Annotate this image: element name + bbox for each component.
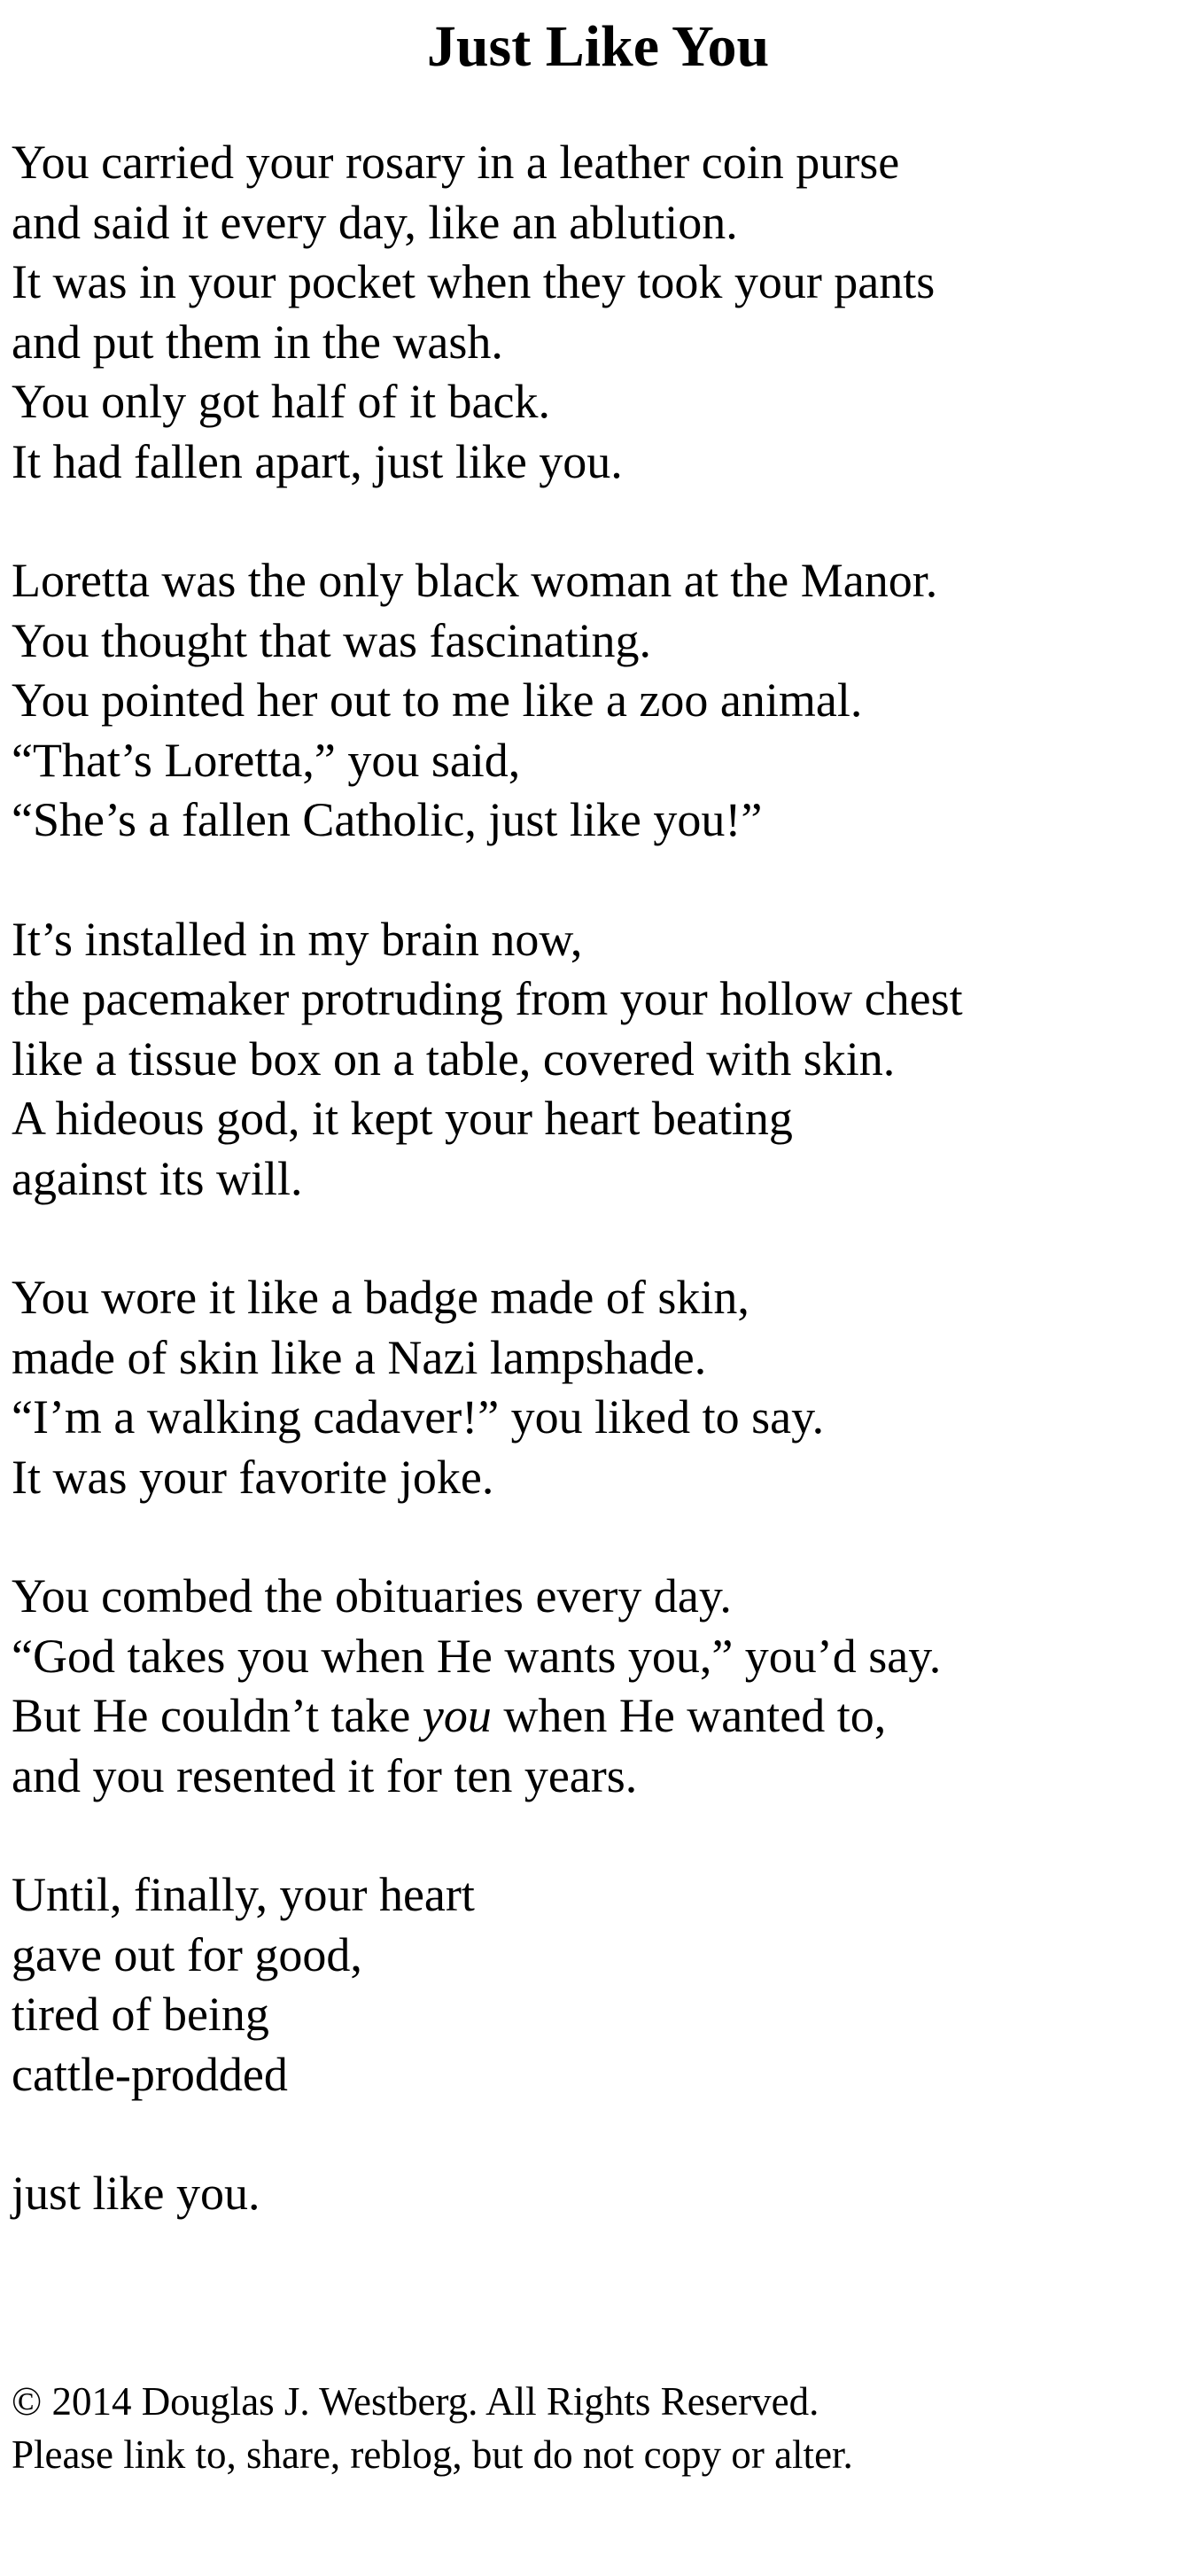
copyright-notice — [12, 2375, 1181, 2481]
poem-line: cattle-prodded — [12, 2047, 288, 2101]
poem-line: You only got half of it back. — [12, 375, 550, 428]
poem-line: “She’s a fallen Catholic, just like you!” — [12, 793, 763, 846]
copyright-line: © 2014 Douglas J. Westberg. All Rights Reserved. — [12, 2379, 819, 2424]
poem-line: tired of being — [12, 1988, 269, 2041]
poem-line: A hideous god, it kept your heart beating — [12, 1092, 793, 1145]
stanza-1 — [12, 133, 1181, 492]
stanza-3 — [12, 910, 1181, 1210]
poem-line: the pacemaker protruding from your hollow chest — [12, 972, 963, 1025]
poem-line: You wore it like a badge made of skin, — [12, 1271, 749, 1324]
poem-line: You carried your rosary in a leather coin purse — [12, 136, 900, 189]
line-text-after: when He wanted to, — [491, 1689, 887, 1742]
emphasized-word: you — [422, 1689, 492, 1742]
poem-line: Loretta was the only black woman at the Manor. — [12, 554, 938, 607]
stanza-2 — [12, 551, 1181, 851]
poem-line: like a tissue box on a table, covered with skin. — [12, 1031, 896, 1086]
poem-line: against its will. — [12, 1151, 303, 1205]
poem-line: “God takes you when He wants you,” you’d say. — [12, 1629, 942, 1683]
poem-line: just like you. — [12, 2167, 260, 2220]
poem-line: You thought that was fascinating. — [12, 613, 651, 667]
poem-line: It was your favorite joke. — [12, 1450, 494, 1504]
stanza-5 — [12, 1567, 1181, 1806]
poem-line: and said it every day, like an ablution. — [12, 195, 738, 249]
poem-line: “I’m a walking cadaver!” you liked to say. — [12, 1390, 825, 1444]
poem-line: Until, finally, your heart — [12, 1868, 475, 1921]
stanza-6 — [12, 1865, 1181, 2105]
line-text-before: But He couldn’t take — [12, 1689, 423, 1742]
poem-line: “That’s Loretta,” you said, — [12, 733, 521, 787]
stanza-4 — [12, 1268, 1181, 1507]
poem-line: It’s installed in my brain now, — [12, 912, 583, 966]
poem-body — [12, 133, 1181, 2284]
poem-line: It had fallen apart, just like you. — [12, 434, 623, 488]
poem-line: gave out for good, — [12, 1927, 362, 1981]
poem-line: It was in your pocket when they took your pants — [12, 255, 936, 308]
poem-line: You combed the obituaries every day. — [12, 1569, 732, 1623]
poem-line-emphasis — [12, 1686, 1181, 1747]
usage-notice-line: Please link to, share, reblog, but do not copy or alter. — [12, 2432, 853, 2477]
poem-title: Just Like You — [426, 14, 770, 79]
poem-line: made of skin like a Nazi lampshade. — [12, 1330, 707, 1384]
poem-line: You pointed her out to me like a zoo animal. — [12, 673, 863, 727]
poem-line: and you resented it for ten years. — [12, 1748, 638, 1802]
poem-line: and put them in the wash. — [12, 315, 503, 369]
stanza-7 — [12, 2164, 1181, 2224]
